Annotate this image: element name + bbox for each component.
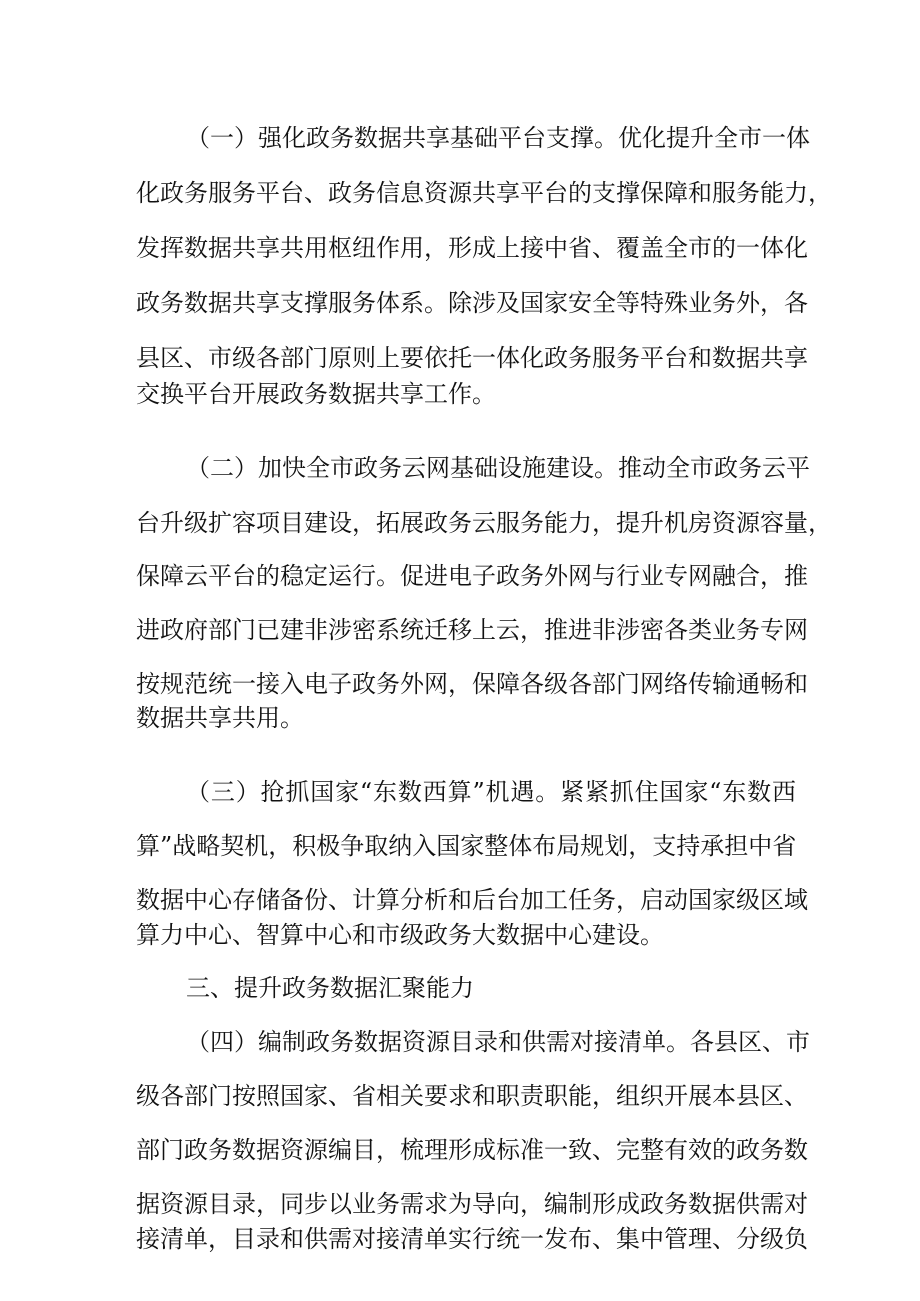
text-line: 政务数据共享支撑服务体系。除涉及国家安全等特殊业务外，各 [136,289,808,317]
text-line: （一）强化政务数据共享基础平台支撑。优化提升全市一体 [186,124,810,152]
section-heading: 三、提升政务数据汇聚能力 [186,974,474,1002]
text-line: 化政务服务平台、政务信息资源共享平台的支撑保障和服务能力， [136,179,832,207]
text-line: 交换平台开展政务数据共享工作。 [136,380,496,408]
text-line: （四）编制政务数据资源目录和供需对接清单。各县区、市 [186,1028,810,1056]
text-line: 接清单，目录和供需对接清单实行统一发布、集中管理、分级负 [136,1225,808,1253]
text-line: 部门政务数据资源编目，梳理形成标准一致、完整有效的政务数 [136,1136,808,1164]
text-line: 发挥数据共享共用枢纽作用，形成上接中省、覆盖全市的一体化 [136,234,808,262]
text-line: 县区、市级各部门原则上要依托一体化政务服务平台和数据共享 [136,344,808,372]
text-line: （三）抢抓国家“东数西算”机遇。紧紧抓住国家“东数西 [186,778,796,806]
text-line: 按规范统一接入电子政务外网，保障各级各部门网络传输通畅和 [136,670,808,698]
text-line: 数据共享共用。 [136,704,304,732]
text-line: 算力中心、智算中心和市级政务大数据中心建设。 [136,921,664,949]
text-line: 据资源目录，同步以业务需求为导向，编制形成政务数据供需对 [136,1190,808,1218]
text-line: 台升级扩容项目建设，拓展政务云服务能力，提升机房资源容量， [136,509,832,537]
text-line: 保障云平台的稳定运行。促进电子政务外网与行业专网融合，推 [136,562,808,590]
text-line: 级各部门按照国家、省相关要求和职责职能，组织开展本县区、 [136,1082,808,1110]
text-line: 数据中心存储备份、计算分析和后台加工任务，启动国家级区域 [136,886,808,914]
text-line: 算”战略契机，积极争取纳入国家整体布局规划，支持承担中省 [136,832,797,860]
text-line: 进政府部门已建非涉密系统迁移上云，推进非涉密各类业务专网 [136,616,808,644]
text-line: （二）加快全市政务云网基础设施建设。推动全市政务云平 [186,454,810,482]
